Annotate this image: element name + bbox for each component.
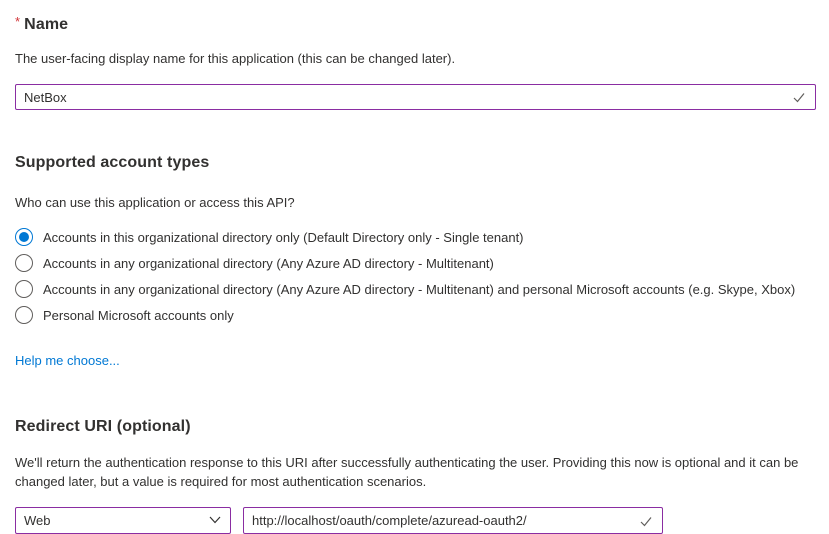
radio-circle-icon[interactable] — [15, 228, 33, 246]
platform-select-wrap — [15, 507, 231, 534]
radio-circle-icon[interactable] — [15, 306, 33, 324]
radio-single-tenant[interactable] — [15, 224, 816, 250]
account-types-radio-group — [15, 224, 816, 328]
radio-label: Accounts in this organizational directory only (Default Directory only - Single tenant) — [43, 229, 524, 245]
radio-circle-icon[interactable] — [15, 280, 33, 298]
redirect-uri-controls — [15, 507, 816, 534]
account-types-title: Supported account types — [15, 154, 210, 171]
name-section-title-text: Name — [24, 16, 69, 33]
radio-personal-only[interactable] — [15, 302, 816, 328]
radio-circle-icon[interactable] — [15, 254, 33, 272]
radio-multitenant[interactable] — [15, 250, 816, 276]
redirect-uri-input[interactable] — [243, 507, 663, 534]
radio-label: Personal Microsoft accounts only — [43, 307, 234, 323]
redirect-uri-title: Redirect URI (optional) — [15, 418, 191, 435]
account-types-question: Who can use this application or access this API? — [15, 195, 295, 210]
radio-label: Accounts in any organizational directory (Any Azure AD directory - Multitenant) — [43, 255, 494, 271]
platform-select[interactable]: Web — [15, 507, 231, 534]
radio-multitenant-personal[interactable] — [15, 276, 816, 302]
name-input[interactable] — [15, 84, 816, 110]
name-section-title — [15, 14, 816, 34]
redirect-uri-input-wrap — [243, 507, 663, 534]
required-asterisk: * — [15, 14, 21, 29]
help-me-choose-link[interactable]: Help me choose... — [15, 353, 120, 368]
name-description: The user-facing display name for this application (this can be changed later). — [15, 51, 456, 66]
radio-label: Accounts in any organizational directory (Any Azure AD directory - Multitenant) and personal Microsoft accounts (e.g. Skype, Xbox) — [43, 281, 796, 297]
name-input-wrap — [15, 84, 816, 110]
redirect-uri-description: We'll return the authentication response to this URI after successfully authenticating the user. Providing this now is optional and it can be changed later, but a value is required for most authentication scenarios. — [15, 455, 799, 489]
